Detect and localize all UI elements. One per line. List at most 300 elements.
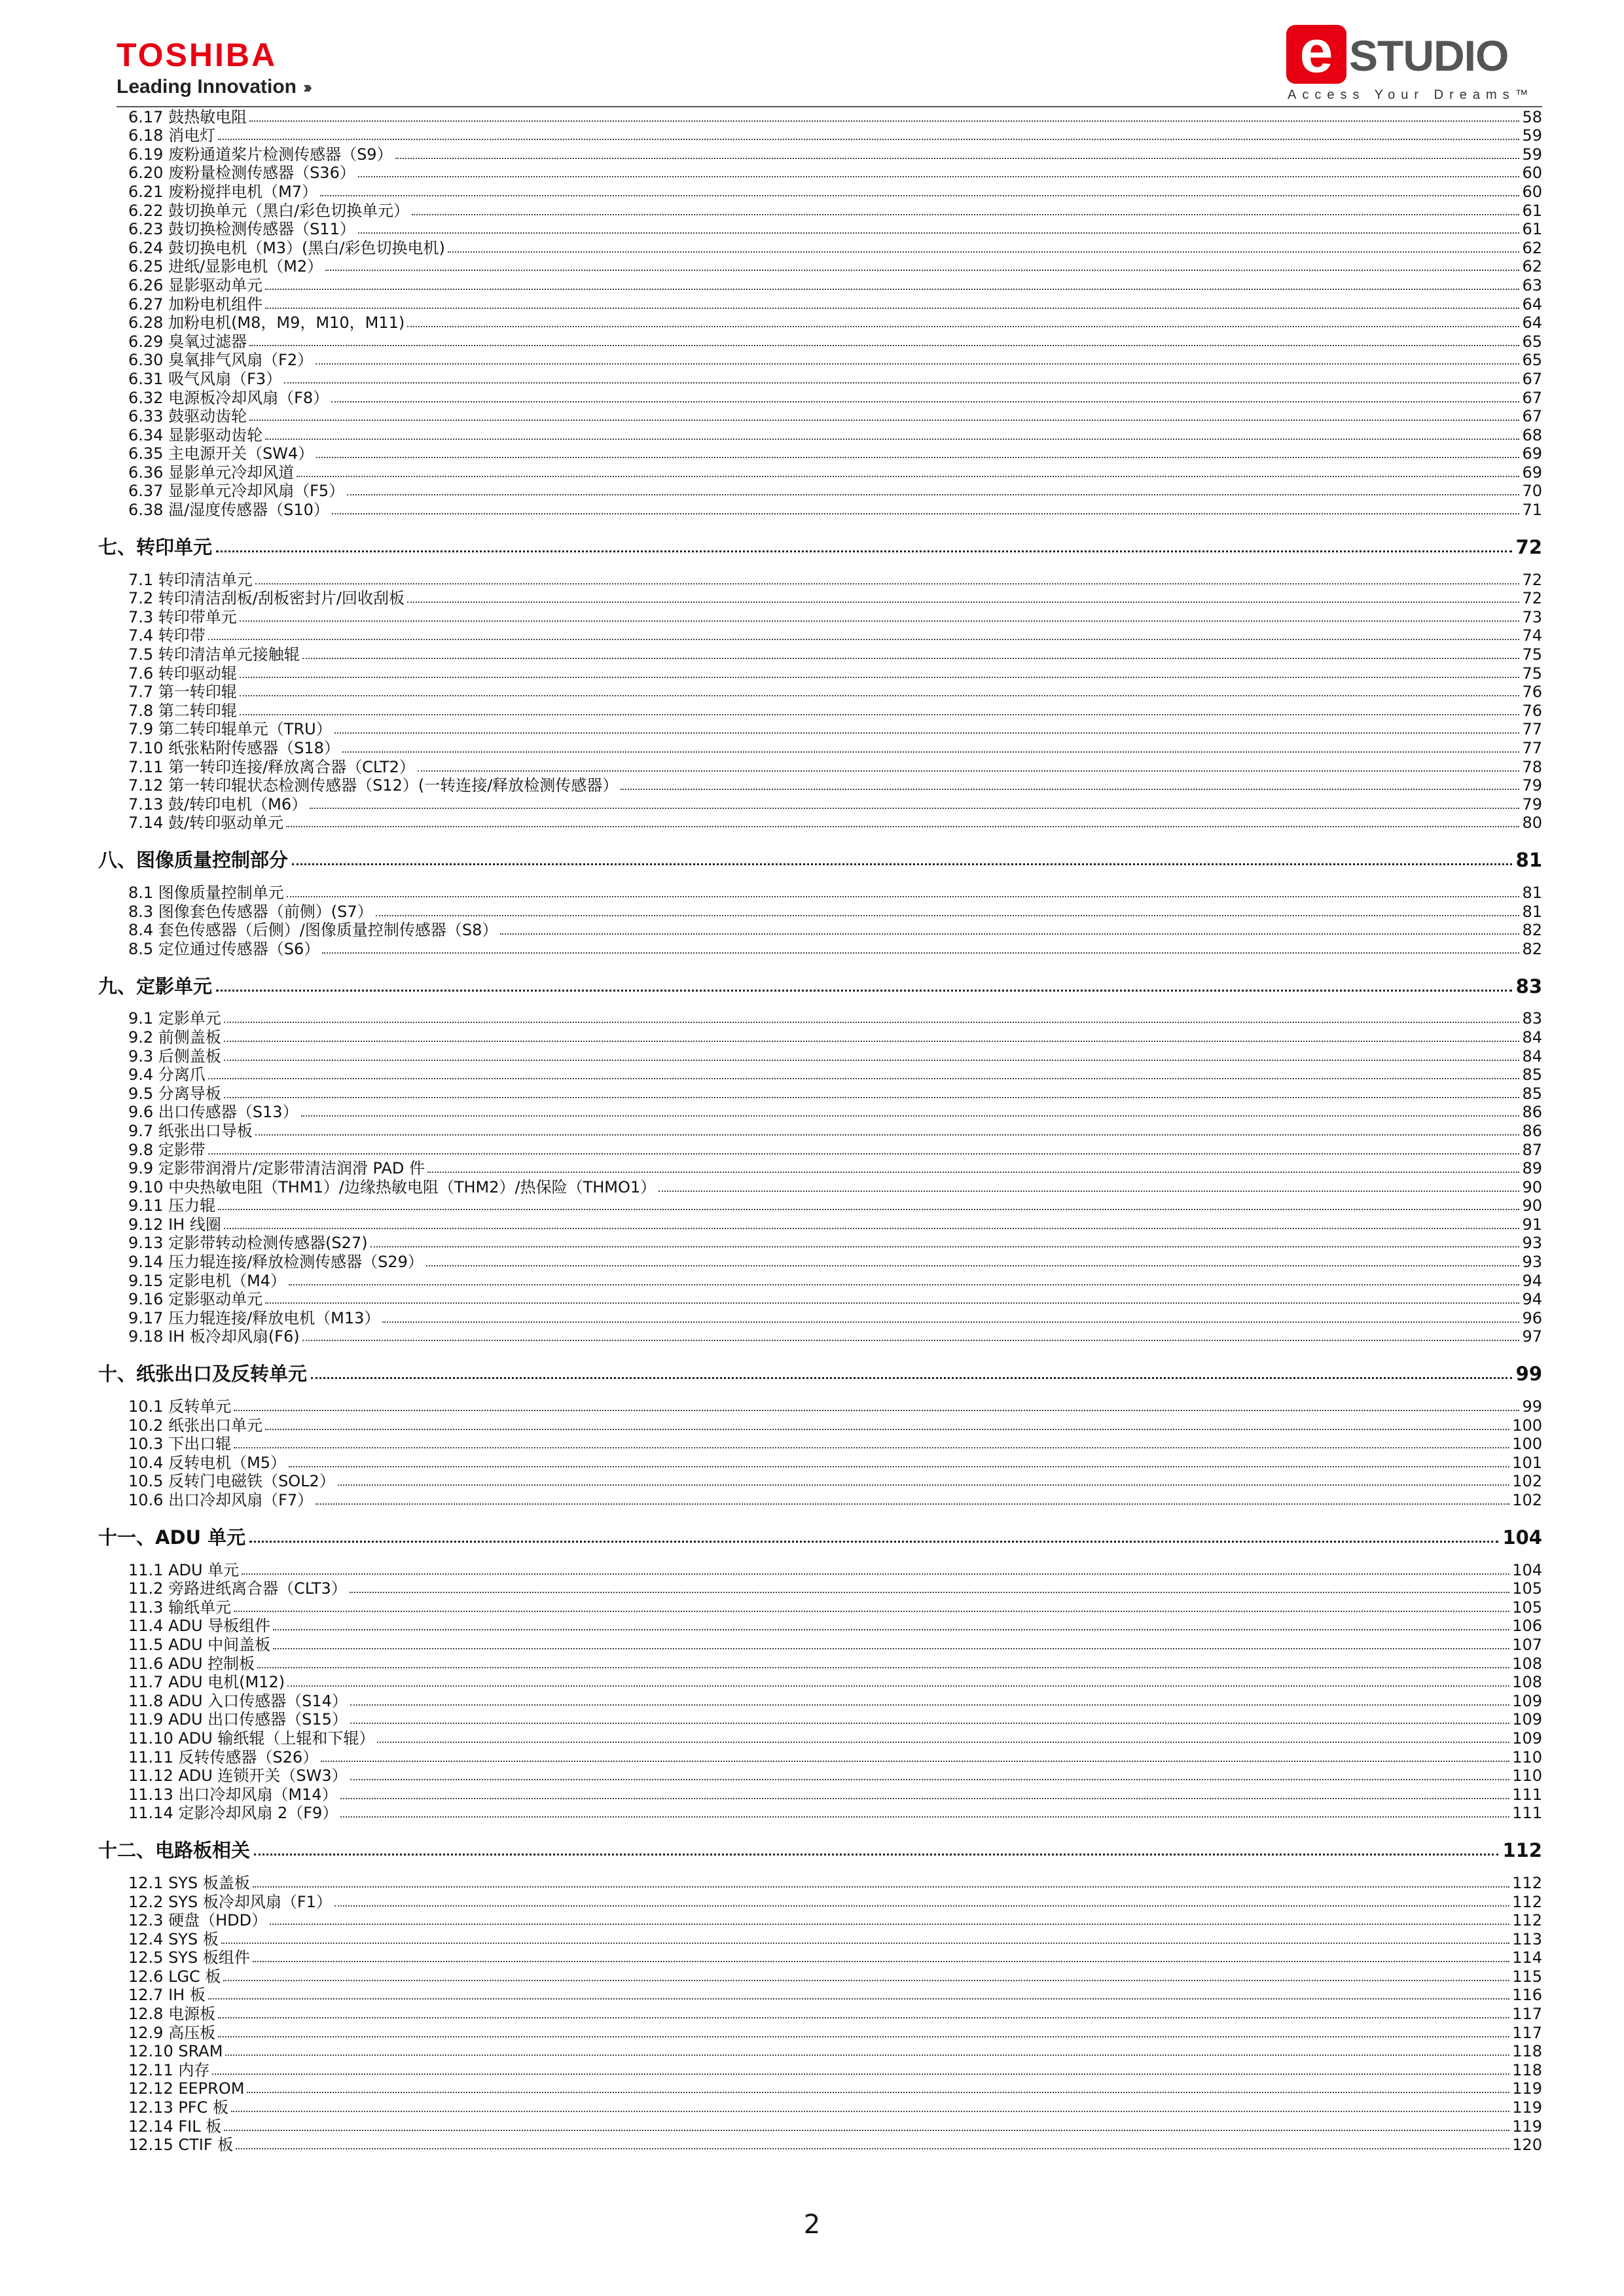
- toc-entry[interactable]: [98, 1617, 1542, 1636]
- toc-page: 96: [1522, 1308, 1542, 1327]
- toc-page: 70: [1522, 482, 1542, 501]
- toc-entry[interactable]: [98, 902, 1542, 921]
- toc-chapter[interactable]: [98, 846, 1542, 871]
- toc-page: 61: [1522, 220, 1542, 239]
- toc-leader: [287, 895, 1520, 897]
- toc-leader: [265, 438, 1519, 440]
- toc-entry[interactable]: [98, 369, 1542, 388]
- toc-chapter[interactable]: [98, 1360, 1542, 1385]
- toc-entry[interactable]: [98, 1748, 1542, 1767]
- toc-page: 72: [1515, 536, 1542, 559]
- toc-leader: [216, 550, 1512, 552]
- toc-page: 81: [1522, 883, 1542, 902]
- toc-page: 109: [1512, 1691, 1542, 1710]
- toc-entry[interactable]: [98, 1397, 1542, 1416]
- toc-entry[interactable]: [98, 332, 1542, 351]
- toc-title: 9.18 IH 板冷却风扇(F6): [128, 1327, 300, 1346]
- toc-leader: [242, 1573, 1509, 1575]
- toc-page: 75: [1522, 664, 1542, 683]
- toc-leader: [500, 933, 1519, 935]
- toc-page: 100: [1512, 1435, 1542, 1454]
- toc-entry[interactable]: [98, 1986, 1542, 2005]
- toc-entry[interactable]: [98, 2004, 1542, 2023]
- brand-tagline: [117, 75, 308, 99]
- toc-leader: [234, 1446, 1509, 1448]
- toc-title: 6.25 进纸/显影电机（M2）: [128, 257, 323, 276]
- toc-leader: [234, 1610, 1509, 1612]
- toc-leader: [350, 1778, 1510, 1780]
- toc-title: 9.3 后侧盖板: [128, 1047, 221, 1066]
- toc-title: 12.13 PFC 板: [128, 2098, 228, 2117]
- toc-title: 9.10 中央热敏电阻（THM1）/边缘热敏电阻（THM2）/热保险（THMO1）: [128, 1177, 657, 1196]
- toc-entry[interactable]: [98, 1967, 1542, 1986]
- toc-entry[interactable]: [98, 1453, 1542, 1472]
- toc-page: 117: [1512, 2005, 1542, 2024]
- toc-leader: [407, 601, 1519, 603]
- toc-entry[interactable]: [98, 2136, 1542, 2155]
- toc-entry[interactable]: [98, 1416, 1542, 1435]
- toc-page: 72: [1522, 570, 1542, 589]
- toc-title: 9.14 压力辊连接/释放检测传感器（S29）: [128, 1253, 424, 1272]
- toc-entry[interactable]: [98, 683, 1542, 702]
- toc-page: 80: [1522, 814, 1542, 833]
- toc-entry[interactable]: [98, 2079, 1542, 2098]
- toc-entry[interactable]: [98, 257, 1542, 276]
- toc-title: 9.8 定影带: [128, 1140, 206, 1159]
- toc-title: 9.7 纸张出口导板: [128, 1121, 253, 1140]
- toc-page: 79: [1522, 776, 1542, 795]
- toc-leader: [320, 194, 1519, 196]
- toc-page: 106: [1512, 1617, 1542, 1636]
- toc-title: 12.10 SRAM: [128, 2042, 223, 2061]
- toc-title: 12.2 SYS 板冷却风扇（F1）: [128, 1892, 332, 1911]
- toc-title: 7.8 第二转印辊: [128, 701, 237, 720]
- toc-entry[interactable]: [98, 645, 1542, 664]
- toc-entry[interactable]: [98, 2098, 1542, 2117]
- toc-entry[interactable]: [98, 1472, 1542, 1491]
- toc-title: 11.6 ADU 控制板: [128, 1654, 255, 1673]
- brand-name: TOSHIBA: [117, 37, 278, 73]
- toc-entry[interactable]: [98, 570, 1542, 589]
- toc-entry[interactable]: [98, 425, 1542, 444]
- toc-entry[interactable]: [98, 407, 1542, 426]
- toc-leader: [218, 2017, 1509, 2018]
- toc-title: 6.35 主电源开关（SW4）: [128, 444, 314, 463]
- toc-page: 83: [1522, 1009, 1542, 1028]
- toc-leader: [221, 1942, 1509, 1944]
- toc-title: 9.13 定影带转动检测传感器(S27): [128, 1234, 368, 1253]
- toc-leader: [376, 914, 1520, 916]
- toc-entry[interactable]: [98, 2117, 1542, 2136]
- toc-entry[interactable]: [98, 1654, 1542, 1673]
- toc-page: 118: [1512, 2060, 1542, 2079]
- toc-leader: [265, 307, 1519, 309]
- toc-page: 93: [1522, 1234, 1542, 1253]
- toc-entry[interactable]: [98, 1252, 1542, 1271]
- toc-page: 102: [1512, 1472, 1542, 1491]
- toc-entry[interactable]: [98, 626, 1542, 645]
- toc-page: 105: [1512, 1598, 1542, 1617]
- toc-leader: [347, 493, 1519, 495]
- toc-entry[interactable]: [98, 814, 1542, 833]
- toc-title: 11.10 ADU 输纸辊（上辊和下辊）: [128, 1729, 375, 1748]
- toc-page: 87: [1522, 1140, 1542, 1159]
- toc-title: 10.4 反转电机（M5）: [128, 1453, 287, 1472]
- toc-title: 十、纸张出口及反转单元: [98, 1363, 308, 1386]
- toc-leader: [231, 2110, 1509, 2112]
- toc-title: 12.3 硬盘（HDD）: [128, 1911, 268, 1930]
- toc-title: 6.28 加粉电机(M8，M9，M10，M11): [128, 314, 405, 332]
- toc-title: 12.15 CTIF 板: [128, 2136, 234, 2155]
- toc-title: 12.1 SYS 板盖板: [128, 1873, 250, 1892]
- toc-leader: [448, 251, 1520, 253]
- toc-leader: [224, 1096, 1520, 1098]
- toc-entry[interactable]: [98, 276, 1542, 295]
- toc-entry[interactable]: [98, 182, 1542, 201]
- toc-entry[interactable]: [98, 1635, 1542, 1654]
- toc-title: 11.8 ADU 入口传感器（S14）: [128, 1691, 348, 1710]
- toc-leader: [249, 120, 1519, 122]
- toc-title: 9.5 分离导板: [128, 1084, 221, 1103]
- toc-title: 9.15 定影电机（M4）: [128, 1271, 287, 1290]
- toc-page: 93: [1522, 1253, 1542, 1272]
- toc-leader: [212, 2073, 1509, 2075]
- toc-entry[interactable]: [98, 2060, 1542, 2079]
- toc-entry[interactable]: [98, 1785, 1542, 1804]
- toc-title: 7.7 第一转印辊: [128, 683, 237, 702]
- toc-title: 6.17 鼓热敏电阻: [128, 107, 247, 126]
- toc-leader: [350, 1704, 1509, 1706]
- toc-entry[interactable]: [98, 164, 1542, 183]
- toc-leader: [234, 1409, 1519, 1411]
- toc-entry[interactable]: [98, 1911, 1542, 1930]
- toc-title: 11.1 ADU 单元: [128, 1560, 240, 1579]
- toc-leader: [265, 1428, 1509, 1430]
- toc-chapter[interactable]: [98, 973, 1542, 997]
- toc-leader: [377, 1741, 1509, 1743]
- toc-entry[interactable]: [98, 2042, 1542, 2061]
- toc-title: 9.2 前侧盖板: [128, 1028, 221, 1047]
- toc-entry[interactable]: [98, 1177, 1542, 1196]
- toc-title: 8.1 图像质量控制单元: [128, 883, 284, 902]
- toc-entry[interactable]: [98, 145, 1542, 164]
- toc-leader: [412, 213, 1519, 215]
- toc-leader: [358, 232, 1520, 234]
- toc-leader: [216, 989, 1512, 992]
- toc-entry[interactable]: [98, 351, 1542, 370]
- toc-title: 6.32 电源板冷却风扇（F8）: [128, 388, 329, 407]
- toc-page: 91: [1522, 1215, 1542, 1234]
- toc-entry[interactable]: [98, 701, 1542, 720]
- toc-title: 11.5 ADU 中间盖板: [128, 1635, 271, 1654]
- toc-entry[interactable]: [98, 1196, 1542, 1215]
- toc-leader: [225, 2054, 1509, 2056]
- toc-page: 119: [1512, 2098, 1542, 2117]
- toc-title: 10.5 反转门电磁铁（SOL2）: [128, 1472, 335, 1491]
- toc-page: 84: [1522, 1047, 1542, 1066]
- toc-entry[interactable]: [98, 1028, 1542, 1047]
- toc-leader: [224, 2129, 1509, 2131]
- toc-leader: [311, 1376, 1512, 1379]
- toc-page: 75: [1522, 645, 1542, 664]
- toc-entry[interactable]: [98, 1598, 1542, 1617]
- toc-leader: [321, 1760, 1509, 1762]
- toc-leader: [407, 325, 1519, 327]
- toc-leader: [292, 863, 1512, 865]
- toc-leader: [208, 638, 1520, 640]
- toc-entry[interactable]: [98, 1308, 1542, 1327]
- toc-title: 6.29 臭氧过滤器: [128, 332, 247, 351]
- toc-entry[interactable]: [98, 314, 1542, 332]
- toc-entry[interactable]: [98, 1234, 1542, 1253]
- toc-title: 9.4 分离爪: [128, 1066, 206, 1085]
- toc-entry[interactable]: [98, 1767, 1542, 1785]
- toc-page: 69: [1522, 463, 1542, 482]
- toc-page: 67: [1522, 369, 1542, 388]
- toc-page: 109: [1512, 1729, 1542, 1748]
- toc-page: 72: [1522, 589, 1542, 608]
- toc-title: 11.13 出口冷却风扇（M14）: [128, 1785, 338, 1804]
- toc-title: 11.3 输纸单元: [128, 1598, 232, 1617]
- toc-entry[interactable]: [98, 1929, 1542, 1948]
- toc-leader: [249, 344, 1519, 346]
- toc-entry[interactable]: [98, 589, 1542, 608]
- toc-page: 79: [1522, 795, 1542, 814]
- toc-entry[interactable]: [98, 757, 1542, 776]
- toc-leader: [316, 363, 1519, 365]
- toc-entry[interactable]: [98, 607, 1542, 626]
- toc-leader: [218, 2036, 1509, 2037]
- toc-leader: [332, 512, 1520, 514]
- toc-page: 82: [1522, 921, 1542, 940]
- toc-title: 12.12 EEPROM: [128, 2079, 245, 2098]
- toc-entry[interactable]: [98, 1691, 1542, 1710]
- toc-page: 104: [1512, 1560, 1542, 1579]
- toc-page: 62: [1522, 257, 1542, 276]
- toc-page: 59: [1522, 145, 1542, 164]
- product-name: STUDIO: [1349, 31, 1509, 80]
- toc-title: 12.9 高压板: [128, 2023, 216, 2042]
- toc-title: 6.19 废粉通道桨片检测传感器（S9）: [128, 145, 393, 164]
- toc-title: 6.27 加粉电机组件: [128, 295, 263, 314]
- toc-leader: [224, 1021, 1520, 1023]
- toc-page: 114: [1512, 1948, 1542, 1967]
- toc-title: 9.1 定影单元: [128, 1009, 221, 1028]
- toc-leader: [249, 419, 1519, 421]
- toc-page: 64: [1522, 295, 1542, 314]
- toc-title: 七、转印单元: [98, 536, 213, 559]
- toc-entry[interactable]: [98, 1673, 1542, 1692]
- toc-entry[interactable]: [98, 939, 1542, 958]
- toc-leader: [340, 1816, 1509, 1818]
- toc-page: 112: [1512, 1892, 1542, 1911]
- toc-entry[interactable]: [98, 295, 1542, 314]
- toc-leader: [302, 1339, 1520, 1341]
- toc-page: 62: [1522, 238, 1542, 257]
- toc-entry[interactable]: [98, 238, 1542, 257]
- toc-leader: [224, 1040, 1520, 1042]
- toc-page: 108: [1512, 1654, 1542, 1673]
- toc-leader: [224, 1059, 1520, 1061]
- toc-leader: [257, 1666, 1509, 1668]
- toc-page: 94: [1522, 1290, 1542, 1309]
- toc-title: 7.5 转印清洁单元接触辊: [128, 645, 300, 664]
- toc-entry[interactable]: [98, 1435, 1542, 1454]
- toc-page: 112: [1512, 1911, 1542, 1930]
- toc-page: 119: [1512, 2117, 1542, 2136]
- toc-title: 7.1 转印清洁单元: [128, 570, 253, 589]
- toc-leader: [370, 1246, 1520, 1247]
- toc-title: 7.2 转印清洁刮板/刮板密封片/回收刮板: [128, 589, 405, 608]
- table-of-contents: [98, 107, 1542, 2154]
- toc-entry[interactable]: [98, 1271, 1542, 1290]
- toc-entry[interactable]: [98, 1159, 1542, 1178]
- toc-leader: [325, 269, 1519, 271]
- toc-entry[interactable]: [98, 1103, 1542, 1122]
- toc-entry[interactable]: [98, 776, 1542, 795]
- toc-entry[interactable]: [98, 1948, 1542, 1967]
- toc-page: 112: [1502, 1839, 1542, 1862]
- toc-page: 101: [1512, 1453, 1542, 1472]
- toc-page: 110: [1512, 1748, 1542, 1767]
- page-number: 2: [803, 2210, 821, 2240]
- toc-title: 6.31 吸气风扇（F3）: [128, 369, 282, 388]
- toc-entry[interactable]: [98, 220, 1542, 239]
- toc-page: 78: [1522, 757, 1542, 776]
- tagline-text: Leading Innovation: [117, 76, 297, 98]
- toc-title: 7.13 鼓/转印电机（M6）: [128, 795, 308, 814]
- toc-title: 9.9 定影带润滑片/定影带清洁润滑 PAD 件: [128, 1159, 425, 1178]
- toc-title: 9.11 压力辊: [128, 1196, 216, 1215]
- toc-chapter[interactable]: [98, 1837, 1542, 1861]
- toc-title: 11.12 ADU 连锁开关（SW3）: [128, 1767, 348, 1785]
- toc-page: 115: [1512, 1967, 1542, 1986]
- toc-entry[interactable]: [98, 1892, 1542, 1911]
- toc-page: 60: [1522, 164, 1542, 183]
- toc-entry[interactable]: [98, 883, 1542, 902]
- toc-leader: [270, 1923, 1509, 1925]
- toc-entry[interactable]: [98, 1873, 1542, 1892]
- toc-leader: [316, 456, 1519, 458]
- toc-entry[interactable]: [98, 720, 1542, 739]
- toc-entry[interactable]: [98, 1066, 1542, 1085]
- toc-leader: [322, 952, 1519, 954]
- toc-entry[interactable]: [98, 1140, 1542, 1159]
- toc-title: 8.4 套色传感器（后侧）/图像质量控制传感器（S8）: [128, 921, 498, 940]
- toc-entry[interactable]: [98, 444, 1542, 463]
- toc-page: 60: [1522, 182, 1542, 201]
- toc-leader: [289, 1465, 1509, 1467]
- toc-entry[interactable]: [98, 1804, 1542, 1823]
- toc-entry[interactable]: [98, 1327, 1542, 1346]
- toc-page: 105: [1512, 1579, 1542, 1598]
- toc-title: 11.4 ADU 导板组件: [128, 1617, 271, 1636]
- toc-title: 12.5 SYS 板组件: [128, 1948, 250, 1967]
- toc-leader: [334, 732, 1520, 734]
- toc-entry[interactable]: [98, 921, 1542, 940]
- estudio-logo: [1286, 18, 1535, 103]
- toc-entry[interactable]: [98, 388, 1542, 407]
- toc-page: 82: [1522, 939, 1542, 958]
- toc-entry[interactable]: [98, 1121, 1542, 1140]
- toc-leader: [331, 401, 1519, 403]
- toc-leader: [302, 657, 1520, 659]
- toc-title: 9.16 定影驱动单元: [128, 1290, 263, 1309]
- product-tagline: Access Your Dreams™: [1288, 88, 1534, 102]
- toc-entry[interactable]: [98, 1710, 1542, 1729]
- toc-entry[interactable]: [98, 500, 1542, 519]
- toc-entry[interactable]: [98, 738, 1542, 757]
- toc-leader: [284, 382, 1519, 384]
- toc-entry[interactable]: [98, 107, 1542, 126]
- toc-leader: [426, 1265, 1520, 1266]
- toc-entry[interactable]: [98, 126, 1542, 145]
- toc-page: 83: [1515, 975, 1542, 997]
- toc-title: 十二、电路板相关: [98, 1839, 251, 1862]
- toc-page: 67: [1522, 388, 1542, 407]
- toc-title: 十一、ADU 单元: [98, 1526, 246, 1549]
- toc-title: 12.4 SYS 板: [128, 1929, 219, 1948]
- toc-page: 97: [1522, 1327, 1542, 1346]
- toc-title: 10.3 下出口辊: [128, 1435, 232, 1454]
- toc-page: 112: [1512, 1873, 1542, 1892]
- toc-entry[interactable]: [98, 1560, 1542, 1579]
- toc-leader: [316, 1503, 1509, 1505]
- toc-entry[interactable]: [98, 1290, 1542, 1309]
- toc-title: 11.11 反转传感器（S26）: [128, 1748, 319, 1767]
- toc-page: 117: [1512, 2023, 1542, 2042]
- toc-entry[interactable]: [98, 2023, 1542, 2042]
- toc-title: 9.12 IH 线圈: [128, 1215, 221, 1234]
- toc-chapter[interactable]: [98, 1524, 1542, 1549]
- toc-page: 73: [1522, 607, 1542, 626]
- toc-entry[interactable]: [98, 1490, 1542, 1509]
- toc-leader: [286, 825, 1519, 827]
- toc-page: 90: [1522, 1177, 1542, 1196]
- toc-title: 12.14 FIL 板: [128, 2117, 222, 2136]
- toc-chapter[interactable]: [98, 533, 1542, 558]
- toc-title: 7.11 第一转印连接/释放离合器（CLT2）: [128, 757, 415, 776]
- toc-leader: [621, 788, 1519, 790]
- toc-page: 76: [1522, 683, 1542, 702]
- toc-leader: [382, 1321, 1519, 1323]
- toc-page: 77: [1522, 739, 1542, 757]
- toc-entry[interactable]: [98, 1084, 1542, 1103]
- toc-entry[interactable]: [98, 201, 1542, 220]
- toc-entry[interactable]: [98, 1047, 1542, 1066]
- toc-leader: [310, 807, 1519, 809]
- toc-page: 102: [1512, 1491, 1542, 1509]
- toc-page: 99: [1522, 1397, 1542, 1416]
- toc-title: 6.23 鼓切换检测传感器（S11）: [128, 220, 355, 239]
- toc-leader: [659, 1190, 1519, 1192]
- toc-entry[interactable]: [98, 1215, 1542, 1234]
- toc-entry[interactable]: [98, 1729, 1542, 1748]
- toc-title: 6.34 显影驱动齿轮: [128, 425, 263, 444]
- toc-entry[interactable]: [98, 1579, 1542, 1598]
- toc-title: 12.11 内存: [128, 2060, 210, 2079]
- toc-entry[interactable]: [98, 1009, 1542, 1028]
- toc-entry[interactable]: [98, 463, 1542, 482]
- toc-title: 7.10 纸张粘附传感器（S18）: [128, 739, 340, 757]
- toc-page: 120: [1512, 2136, 1542, 2155]
- toc-leader: [334, 1905, 1509, 1907]
- toc-title: 九、定影单元: [98, 975, 213, 997]
- toc-title: 6.36 显影单元冷却风道: [128, 463, 295, 482]
- toc-entry[interactable]: [98, 795, 1542, 814]
- toc-entry[interactable]: [98, 664, 1542, 683]
- toc-entry[interactable]: [98, 482, 1542, 501]
